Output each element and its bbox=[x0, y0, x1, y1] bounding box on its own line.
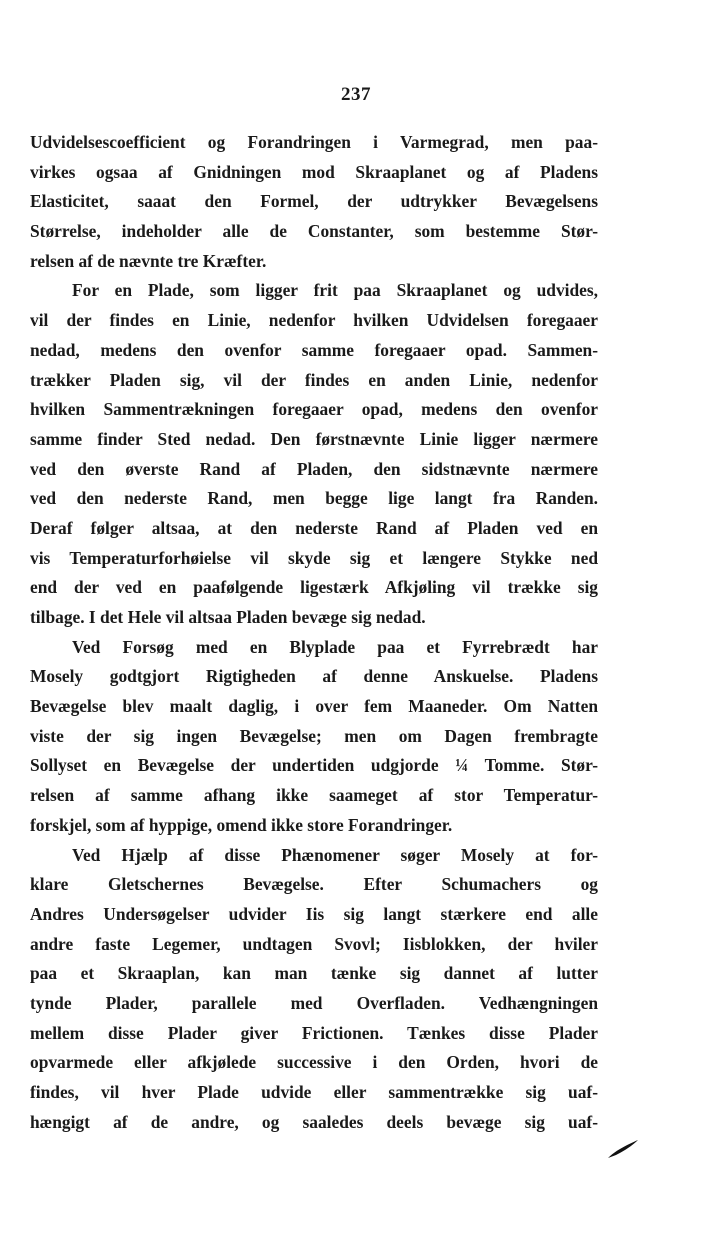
text-line: vis Temperaturforhøielse vil skyde sig et længere Stykke ned bbox=[30, 547, 598, 568]
text-line: end der ved en paafølgende ligestærk Afkjøling vil trække sig bbox=[30, 577, 598, 598]
text-line: relsen af samme afhang ikke saameget af stor Temperatur- bbox=[30, 785, 598, 806]
text-line: samme finder Sted nedad. Den førstnævnte Linie ligger nærmere bbox=[30, 428, 598, 449]
text-line: hængigt af de andre, og saaledes deels bevæge sig uaf- bbox=[30, 1111, 598, 1132]
text-line: relsen af de nævnte tre Kræfter. bbox=[30, 250, 267, 271]
text-line: mellem disse Plader giver Frictionen. Tænkes disse Plader bbox=[30, 1022, 598, 1043]
text-line: klare Gletschernes Bevægelse. Efter Schumachers og bbox=[30, 874, 598, 895]
text-line: virkes ogsaa af Gnidningen mod Skraaplanet og af Pladens bbox=[30, 161, 598, 182]
page-number: 237 bbox=[341, 84, 371, 105]
text-line: Andres Undersøgelser udvider Iis sig langt stærkere end alle bbox=[30, 903, 598, 924]
text-line: Størrelse, indeholder alle de Constanter, som bestemme Stør- bbox=[30, 221, 598, 242]
text-line: Sollyset en Bevægelse der undertiden udgjorde ¼ Tomme. Stør- bbox=[30, 755, 598, 776]
ink-smudge-icon bbox=[606, 1138, 640, 1160]
text-line: tilbage. I det Hele vil altsaa Pladen bevæge sig nedad. bbox=[30, 607, 426, 627]
text-line: Bevægelse blev maalt daglig, i over fem Maaneder. Om Natten bbox=[30, 696, 598, 717]
text-line: tynde Plader, parallele med Overfladen. Vedhængningen bbox=[30, 992, 598, 1013]
text-line: ved den nederste Rand, men begge lige langt fra Randen. bbox=[30, 488, 598, 509]
body-text bbox=[30, 128, 598, 1137]
text-line: paa et Skraaplan, kan man tænke sig dannet af lutter bbox=[30, 963, 598, 984]
text-line: For en Plade, som ligger frit paa Skraaplanet og udvides, bbox=[72, 280, 598, 301]
text-line: andre faste Legemer, undtagen Svovl; Iisblokken, der hviler bbox=[30, 933, 598, 954]
text-line: opvarmede eller afkjølede successive i den Orden, hvori de bbox=[30, 1052, 598, 1073]
text-line: trækker Pladen sig, vil der findes en anden Linie, nedenfor bbox=[30, 369, 598, 390]
text-line: forskjel, som af hyppige, omend ikke store Forandringer. bbox=[30, 814, 453, 835]
text-line: Ved Forsøg med en Blyplade paa et Fyrrebrædt har bbox=[72, 636, 598, 657]
text-line: findes, vil hver Plade udvide eller sammentrække sig uaf- bbox=[30, 1082, 598, 1102]
text-line: Udvidelsescoefficient og Forandringen i Varmegrad, men paa- bbox=[30, 132, 598, 152]
text-line: vil der findes en Linie, nedenfor hvilken Udvidelsen foregaaer bbox=[30, 310, 598, 331]
text-line: ved den øverste Rand af Pladen, den sidstnævnte nærmere bbox=[30, 458, 598, 479]
text-line: Mosely godtgjort Rigtigheden af denne Anskuelse. Pladens bbox=[30, 666, 598, 687]
text-line: nedad, medens den ovenfor samme foregaaer opad. Sammen- bbox=[30, 339, 598, 360]
text-line: hvilken Sammentrækningen foregaaer opad, medens den ovenfor bbox=[30, 399, 598, 420]
text-line: Elasticitet, saaat den Formel, der udtrykker Bevægelsens bbox=[30, 191, 598, 212]
text-line: Ved Hjælp af disse Phænomener søger Mosely at for- bbox=[72, 844, 598, 865]
text-line: viste der sig ingen Bevægelse; men om Dagen frembragte bbox=[30, 725, 598, 746]
text-line: Deraf følger altsaa, at den nederste Rand af Pladen ved en bbox=[30, 517, 598, 538]
